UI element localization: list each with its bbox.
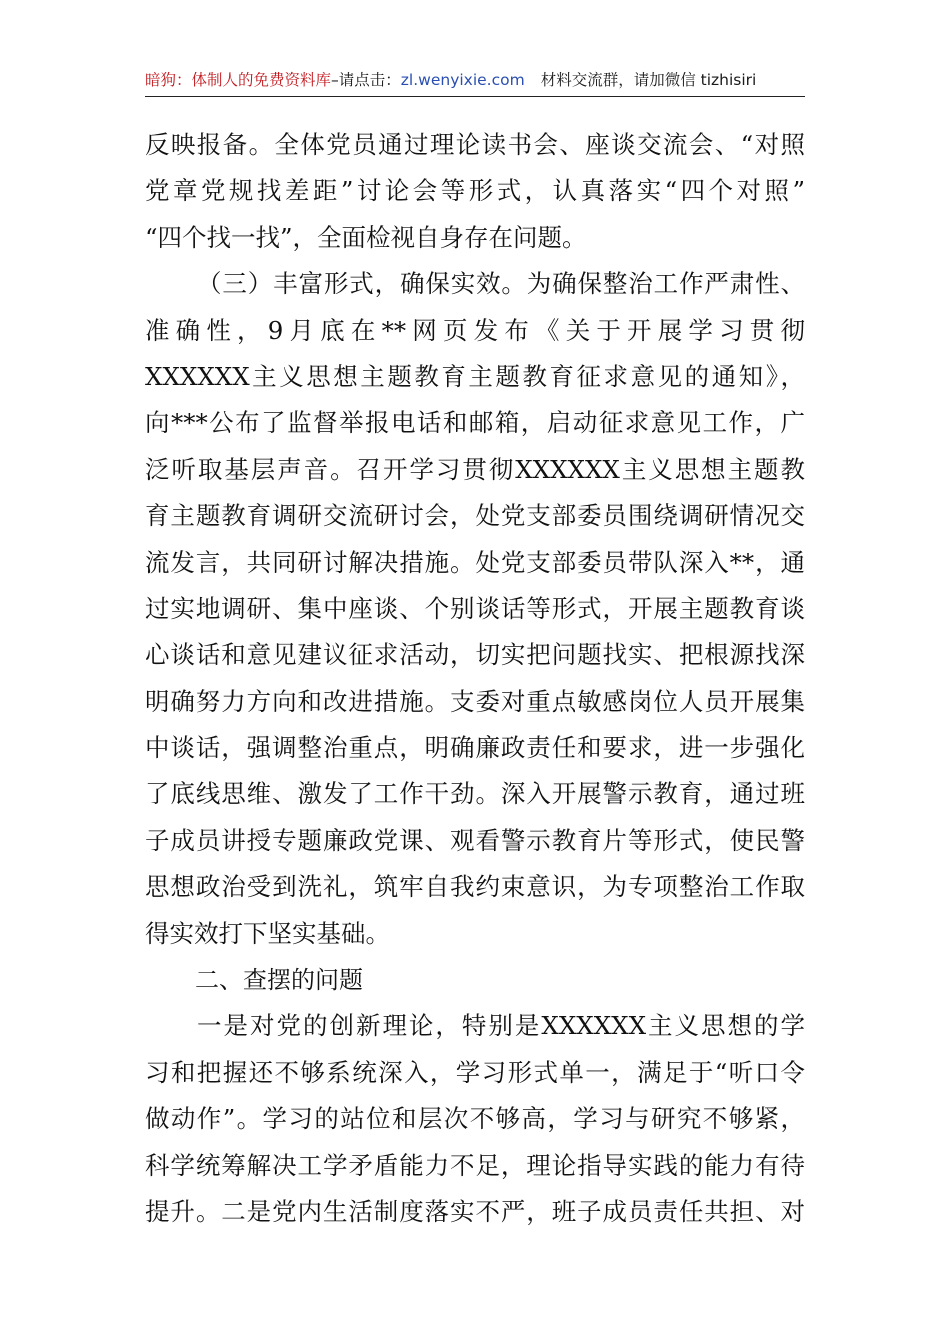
body-line: 习和把握还不够系统深入，学习形式单一，满足于“听口令 [145,1057,805,1087]
body-line: XXXXXX主义思想主题教育主题教育征求意见的通知》， [145,361,805,391]
body-line: 明确努力方向和改进措施。支委对重点敏感岗位人员开展集 [145,686,805,716]
header-link[interactable]: zl.wenyixie.com [400,71,525,89]
body-line: 提升。二是党内生活制度落实不严，班子成员责任共担、对 [145,1196,805,1226]
body-line: 过实地调研、集中座谈、个别谈话等形式，开展主题教育谈 [145,593,805,623]
body-line: 一是对党的创新理论，特别是XXXXXX主义思想的学 [197,1011,805,1041]
body-line: 反映报备。全体党员通过理论读书会、座谈交流会、“对照 [145,130,805,159]
header-brand: 暗狗：体制人的免费资料库 [145,71,332,89]
body-line: 心谈话和意见建议征求活动，切实把问题找实、把根源找深 [145,640,805,670]
body-line: 得实效打下坚实基础。 [145,918,390,948]
body-line: 做动作”。学习的站位和层次不够高，学习与研究不够紧， [145,1104,805,1134]
header-group-note: 材料交流群，请加微信 tizhisiri [540,71,757,89]
body-line: 思想政治受到洗礼，筑牢自我约束意识，为专项整治工作取 [145,872,805,902]
body-line: 中谈话，强调整治重点，明确廉政责任和要求，进一步强化 [145,733,805,763]
document-body [145,122,805,1235]
body-line: （三）丰富形式，确保实效。为确保整治工作严肃性、 [197,269,805,299]
body-line: 准确性，9月底在**网页发布《关于开展学习贯彻 [145,315,805,345]
header-prompt: –请点击： [331,71,401,89]
body-line: 科学统筹解决工学矛盾能力不足，理论指导实践的能力有待 [145,1150,805,1180]
header-divider [145,96,805,97]
body-line: 子成员讲授专题廉政党课、观看警示教育片等形式，使民警 [145,825,805,855]
body-line: “四个找一找”，全面检视自身存在问题。 [145,222,587,252]
body-line: 党章党规找差距”讨论会等形式，认真落实“四个对照” [145,176,805,206]
body-line: 流发言，共同研讨解决措施。处党支部委员带队深入**，通 [145,547,805,577]
body-line: 了底线思维、激发了工作干劲。深入开展警示教育，通过班 [145,779,805,809]
body-line: 育主题教育调研交流研讨会，处党支部委员围绕调研情况交 [145,501,805,531]
body-line: 泛听取基层声音。召开学习贯彻XXXXXX主义思想主题教 [145,454,805,484]
body-line: 向***公布了监督举报电话和邮箱，启动征求意见工作，广 [145,408,805,438]
section-heading: 二、查摆的问题 [195,966,363,995]
page-header [145,66,805,94]
